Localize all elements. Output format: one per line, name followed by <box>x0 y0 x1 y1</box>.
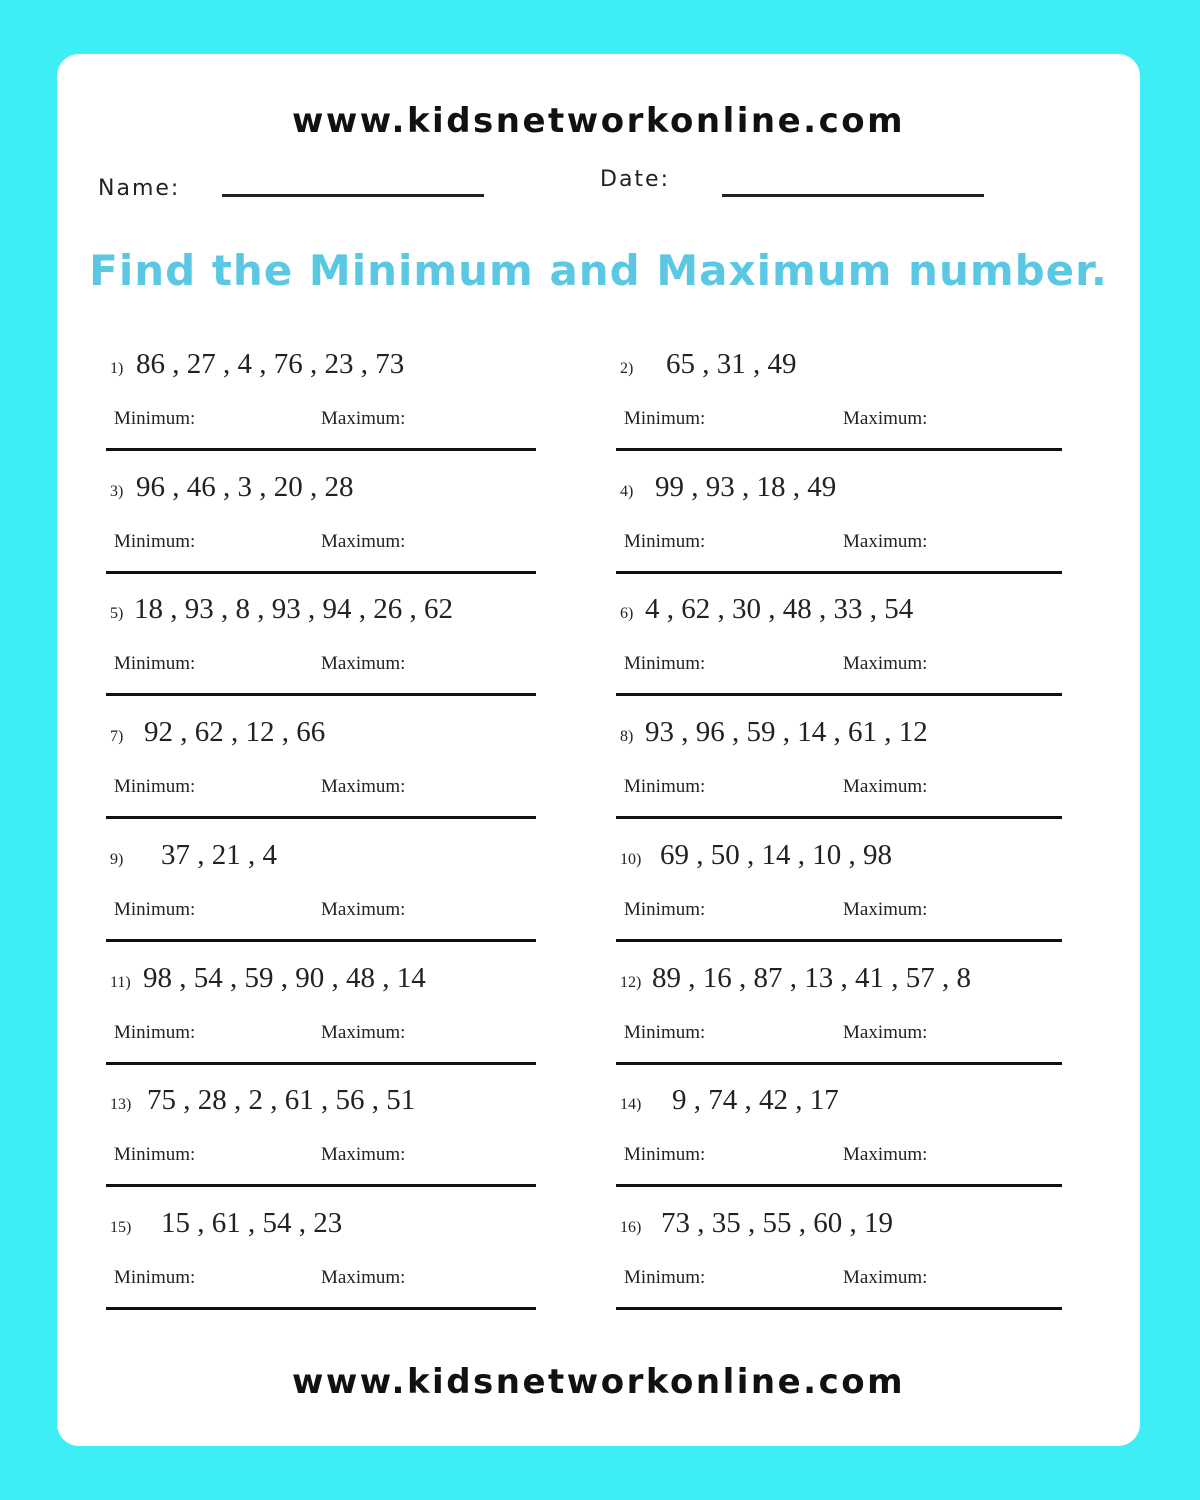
answer-line <box>106 448 536 451</box>
number-list: 37 , 21 , 4 <box>161 839 277 871</box>
problem-number: 12) <box>620 974 642 991</box>
number-list: 92 , 62 , 12 , 66 <box>144 716 326 748</box>
worksheet-title: Find the Minimum and Maximum number. <box>89 246 1108 295</box>
problem-number: 6) <box>620 605 634 622</box>
maximum-label: Maximum: <box>843 408 928 429</box>
maximum-label: Maximum: <box>843 776 928 797</box>
minimum-label: Minimum: <box>624 1267 706 1288</box>
minimum-label: Minimum: <box>114 1144 196 1165</box>
number-list: 93 , 96 , 59 , 14 , 61 , 12 <box>645 716 928 748</box>
answer-line <box>616 571 1062 574</box>
worksheet-card <box>57 54 1140 1446</box>
problem-number: 1) <box>110 360 124 377</box>
maximum-label: Maximum: <box>321 408 406 429</box>
answer-line <box>616 1307 1062 1310</box>
maximum-label: Maximum: <box>321 1267 406 1288</box>
problem-number: 7) <box>110 728 124 745</box>
minimum-label: Minimum: <box>624 531 706 552</box>
number-list: 73 , 35 , 55 , 60 , 19 <box>661 1207 893 1239</box>
number-list: 18 , 93 , 8 , 93 , 94 , 26 , 62 <box>134 593 453 625</box>
problem-item <box>110 962 540 1068</box>
minimum-label: Minimum: <box>624 899 706 920</box>
problem-number: 4) <box>620 483 634 500</box>
answer-line <box>106 816 536 819</box>
problem-number: 2) <box>620 360 634 377</box>
problem-item <box>110 593 540 699</box>
minimum-label: Minimum: <box>624 408 706 429</box>
problem-number: 8) <box>620 728 634 745</box>
maximum-label: Maximum: <box>321 1022 406 1043</box>
problem-item <box>620 348 1066 454</box>
maximum-label: Maximum: <box>321 653 406 674</box>
problem-item <box>110 1084 540 1190</box>
maximum-label: Maximum: <box>843 1144 928 1165</box>
maximum-label: Maximum: <box>321 776 406 797</box>
minimum-label: Minimum: <box>624 1022 706 1043</box>
name-label: Name: <box>98 176 181 201</box>
minimum-label: Minimum: <box>624 1144 706 1165</box>
minimum-label: Minimum: <box>114 1267 196 1288</box>
problem-item <box>620 471 1066 577</box>
problem-item <box>620 716 1066 822</box>
number-list: 86 , 27 , 4 , 76 , 23 , 73 <box>136 348 405 380</box>
maximum-label: Maximum: <box>843 899 928 920</box>
answer-line <box>106 1062 536 1065</box>
answer-line <box>616 816 1062 819</box>
number-list: 75 , 28 , 2 , 61 , 56 , 51 <box>147 1084 416 1116</box>
maximum-label: Maximum: <box>843 1022 928 1043</box>
number-list: 4 , 62 , 30 , 48 , 33 , 54 <box>645 593 914 625</box>
number-list: 69 , 50 , 14 , 10 , 98 <box>660 839 892 871</box>
problem-number: 16) <box>620 1219 642 1236</box>
maximum-label: Maximum: <box>843 531 928 552</box>
maximum-label: Maximum: <box>321 899 406 920</box>
minimum-label: Minimum: <box>624 776 706 797</box>
problem-number: 14) <box>620 1096 642 1113</box>
maximum-label: Maximum: <box>321 531 406 552</box>
answer-line <box>106 939 536 942</box>
maximum-label: Maximum: <box>843 653 928 674</box>
problem-item <box>620 1084 1066 1190</box>
problem-number: 5) <box>110 605 124 622</box>
minimum-label: Minimum: <box>114 1022 196 1043</box>
number-list: 98 , 54 , 59 , 90 , 48 , 14 <box>143 962 426 994</box>
number-list: 9 , 74 , 42 , 17 <box>672 1084 839 1116</box>
answer-line <box>616 1184 1062 1187</box>
site-url-footer: www.kidsnetworkonline.com <box>291 1362 906 1402</box>
number-list: 96 , 46 , 3 , 20 , 28 <box>136 471 354 503</box>
problem-item <box>620 1207 1066 1313</box>
maximum-label: Maximum: <box>843 1267 928 1288</box>
answer-line <box>616 939 1062 942</box>
problem-item <box>110 1207 540 1313</box>
minimum-label: Minimum: <box>114 531 196 552</box>
problem-item <box>620 593 1066 699</box>
problem-item <box>620 962 1066 1068</box>
date-label: Date: <box>600 167 670 192</box>
answer-line <box>106 693 536 696</box>
maximum-label: Maximum: <box>321 1144 406 1165</box>
date-line <box>722 194 984 197</box>
problem-item <box>110 348 540 454</box>
problem-item <box>110 471 540 577</box>
minimum-label: Minimum: <box>624 653 706 674</box>
problem-number: 11) <box>110 974 131 991</box>
number-list: 15 , 61 , 54 , 23 <box>161 1207 343 1239</box>
name-line <box>222 194 484 197</box>
problem-item <box>620 839 1066 945</box>
answer-line <box>616 1062 1062 1065</box>
number-list: 99 , 93 , 18 , 49 <box>655 471 837 503</box>
answer-line <box>106 1184 536 1187</box>
answer-line <box>106 1307 536 1310</box>
site-url-header: www.kidsnetworkonline.com <box>291 101 906 141</box>
problem-item <box>110 716 540 822</box>
answer-line <box>616 693 1062 696</box>
problem-number: 10) <box>620 851 642 868</box>
problem-number: 3) <box>110 483 124 500</box>
answer-line <box>616 448 1062 451</box>
problem-item <box>110 839 540 945</box>
problem-number: 13) <box>110 1096 132 1113</box>
minimum-label: Minimum: <box>114 899 196 920</box>
minimum-label: Minimum: <box>114 776 196 797</box>
answer-line <box>106 571 536 574</box>
minimum-label: Minimum: <box>114 653 196 674</box>
minimum-label: Minimum: <box>114 408 196 429</box>
problem-number: 9) <box>110 851 124 868</box>
number-list: 65 , 31 , 49 <box>666 348 797 380</box>
problem-number: 15) <box>110 1219 132 1236</box>
number-list: 89 , 16 , 87 , 13 , 41 , 57 , 8 <box>652 962 971 994</box>
